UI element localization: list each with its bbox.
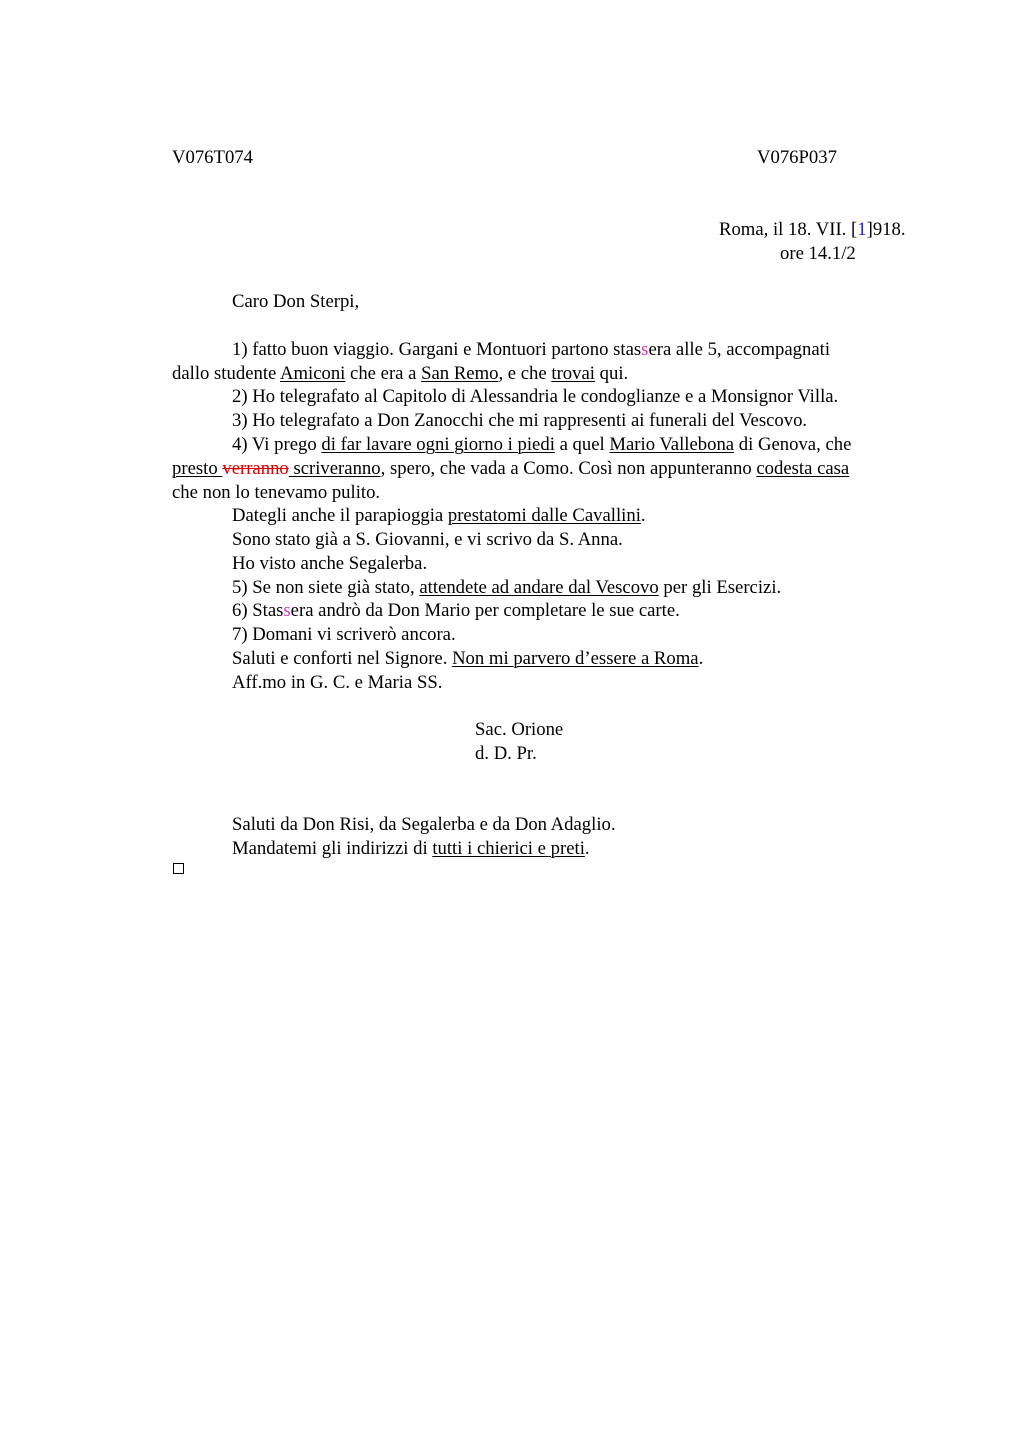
struck-word: verranno — [222, 458, 289, 479]
archive-code-right: V076P037 — [757, 147, 837, 168]
item-1-line-2: dallo studente Amiconi che era a San Remo, e che trovai qui. — [172, 363, 629, 384]
place-date: Roma, il 18. VII. [1]918. — [719, 219, 906, 240]
greetings-line: Saluti e conforti nel Signore. Non mi parvero d’essere a Roma. — [232, 648, 704, 669]
archive-code-left: V076T074 — [172, 147, 253, 168]
umbrella-line: Dategli anche il parapioggia prestatomi dalle Cavallini. — [232, 505, 646, 526]
item-4-line-2: presto verranno scriveranno, spero, che vada a Como. Così non appunteranno codesta casa — [172, 458, 850, 479]
salutation: Caro Don Sterpi, — [232, 291, 360, 312]
item-2: 2) Ho telegrafato al Capitolo di Alessandria le condoglianze e a Monsignor Villa. — [232, 386, 839, 407]
closing-line: Aff.mo in G. C. e Maria SS. — [232, 672, 443, 693]
item-4-line-1: 4) Vi prego di far lavare ogni giorno i piedi a quel Mario Vallebona di Genova, che — [232, 434, 852, 455]
postscript-2: Mandatemi gli indirizzi di tutti i chierici e preti. — [232, 838, 590, 859]
item-3: 3) Ho telegrafato a Don Zanocchi che mi rappresenti ai funerali del Vescovo. — [232, 410, 808, 431]
signature-title: d. D. Pr. — [475, 743, 537, 764]
item-4-line-3: che non lo tenevamo pulito. — [172, 482, 381, 503]
postscript-1: Saluti da Don Risi, da Segalerba e da Don Adaglio. — [232, 814, 616, 835]
item-7: 7) Domani vi scriverò ancora. — [232, 624, 456, 645]
time-line: ore 14.1/2 — [780, 243, 856, 264]
item-6: 6) Stassera andrò da Don Mario per completare le sue carte. — [232, 600, 680, 621]
item-5: 5) Se non siete già stato, attendete ad andare dal Vescovo per gli Esercizi. — [232, 577, 782, 598]
restored-digit: 1 — [857, 219, 867, 240]
item-1-line-1: 1) fatto buon viaggio. Gargani e Montuori partono stassera alle 5, accompagnati — [232, 339, 831, 360]
segalerba-line: Ho visto anche Segalerba. — [232, 553, 428, 574]
visit-line: Sono stato già a S. Giovanni, e vi scrivo da S. Anna. — [232, 529, 623, 550]
signature-name: Sac. Orione — [475, 719, 564, 740]
checkbox-square-icon — [173, 863, 184, 874]
